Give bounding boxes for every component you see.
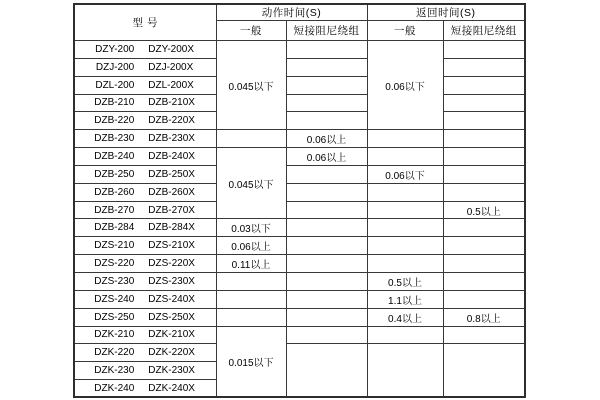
action-damper-cell [286, 344, 367, 398]
action-damper-cell [286, 94, 367, 112]
model-cell [74, 237, 216, 255]
model-x-variant-label: DZB-230X [148, 133, 195, 145]
return-damper-cell [443, 94, 525, 112]
model-x-variant-label: DZS-250X [148, 311, 195, 323]
action-general-cell [216, 308, 286, 326]
model-base-label: DZB-260 [94, 186, 135, 198]
model-base-label: DZB-240 [94, 150, 135, 162]
model-base-label: DZB-220 [94, 115, 135, 127]
action-general-cell: 0.06以上 [216, 237, 286, 255]
model-pair [75, 115, 216, 126]
model-base-label: DZK-210 [94, 329, 135, 341]
table-row [74, 219, 525, 237]
return-damper-cell [443, 112, 525, 130]
model-cell [74, 272, 216, 290]
model-cell [74, 148, 216, 166]
table-row [74, 201, 525, 219]
return-damper-cell [443, 183, 525, 201]
model-cell [74, 112, 216, 130]
return-general-cell [367, 237, 443, 255]
return-damper-cell [443, 130, 525, 148]
action-damper-cell [286, 76, 367, 94]
return-damper-cell [443, 76, 525, 94]
model-cell [74, 326, 216, 344]
action-damper-cell [286, 326, 367, 344]
model-pair [75, 133, 216, 144]
action-damper-cell [286, 237, 367, 255]
header-model: 型 号 [74, 4, 216, 41]
model-base-label: DZB-284 [94, 222, 135, 234]
action-damper-cell: 0.06以上 [286, 130, 367, 148]
return-general-cell [367, 255, 443, 273]
model-base-label: DZK-230 [94, 365, 135, 377]
model-pair [75, 365, 216, 376]
action-damper-cell [286, 41, 367, 59]
return-damper-cell: 0.5以上 [443, 201, 525, 219]
model-pair [75, 80, 216, 91]
model-pair [75, 294, 216, 305]
return-damper-cell: 0.8以上 [443, 308, 525, 326]
model-x-variant-label: DZB-270X [148, 204, 195, 216]
model-pair [75, 312, 216, 323]
model-cell [74, 290, 216, 308]
model-pair [75, 258, 216, 269]
return-general-cell [367, 219, 443, 237]
model-x-variant-label: DZK-210X [148, 329, 195, 341]
table-row [74, 308, 525, 326]
model-base-label: DZK-240 [94, 382, 135, 394]
return-general-cell [367, 183, 443, 201]
return-damper-cell [443, 41, 525, 59]
return-general-cell [367, 344, 443, 398]
model-pair [75, 383, 216, 394]
return-damper-cell [443, 344, 525, 398]
model-pair [75, 44, 216, 55]
model-x-variant-label: DZS-220X [148, 258, 195, 270]
model-x-variant-label: DZJ-200X [148, 61, 194, 73]
return-general-cell: 0.5以上 [367, 272, 443, 290]
action-damper-cell [286, 165, 367, 183]
table-row [74, 148, 525, 166]
model-cell [74, 130, 216, 148]
return-general-cell: 1.1以上 [367, 290, 443, 308]
table-row [74, 41, 525, 59]
model-x-variant-label: DZS-240X [148, 293, 195, 305]
table-row [74, 237, 525, 255]
action-damper-cell [286, 58, 367, 76]
table-row [74, 165, 525, 183]
model-x-variant-label: DZK-230X [148, 365, 195, 377]
action-damper-cell [286, 183, 367, 201]
model-x-variant-label: DZB-220X [148, 115, 195, 127]
model-pair [75, 222, 216, 233]
model-pair [75, 62, 216, 73]
model-x-variant-label: DZB-284X [148, 222, 195, 234]
model-x-variant-label: DZK-240X [148, 382, 195, 394]
action-general-cell [216, 290, 286, 308]
table-row [74, 255, 525, 273]
table-row [74, 344, 525, 362]
model-cell [74, 165, 216, 183]
model-pair [75, 151, 216, 162]
return-damper-cell [443, 290, 525, 308]
model-cell [74, 308, 216, 326]
header-return-time: 返回时间(S) [367, 4, 525, 21]
return-damper-cell [443, 272, 525, 290]
table-row [74, 112, 525, 130]
header-action-time: 动作时间(S) [216, 4, 367, 21]
action-damper-cell [286, 112, 367, 130]
action-damper-cell [286, 272, 367, 290]
model-pair [75, 240, 216, 251]
model-base-label: DZB-250 [94, 168, 135, 180]
table-body [74, 41, 525, 398]
model-base-label: DZB-230 [94, 133, 135, 145]
action-general-cell [216, 130, 286, 148]
action-damper-cell: 0.06以上 [286, 148, 367, 166]
return-general-cell: 0.4以上 [367, 308, 443, 326]
model-pair [75, 187, 216, 198]
return-general-cell [367, 130, 443, 148]
table-row [74, 326, 525, 344]
model-x-variant-label: DZB-210X [148, 97, 195, 109]
relay-spec-table [73, 3, 526, 398]
model-cell [74, 362, 216, 380]
model-cell [74, 255, 216, 273]
model-cell [74, 76, 216, 94]
return-damper-cell [443, 219, 525, 237]
model-base-label: DZB-270 [94, 204, 135, 216]
model-base-label: DZY-200 [95, 43, 135, 55]
model-base-label: DZJ-200 [95, 61, 135, 73]
table-row [74, 130, 525, 148]
model-cell [74, 344, 216, 362]
return-general-cell [367, 148, 443, 166]
model-x-variant-label: DZY-200X [148, 43, 195, 55]
model-cell [74, 380, 216, 398]
action-damper-cell [286, 219, 367, 237]
model-pair [75, 276, 216, 287]
action-general-cell: 0.03以下 [216, 219, 286, 237]
model-base-label: DZS-250 [94, 311, 135, 323]
action-general-cell [216, 272, 286, 290]
return-damper-cell [443, 237, 525, 255]
model-pair [75, 97, 216, 108]
table-row [74, 94, 525, 112]
return-damper-cell [443, 165, 525, 183]
model-cell [74, 201, 216, 219]
action-damper-cell [286, 290, 367, 308]
model-x-variant-label: DZB-250X [148, 168, 195, 180]
model-cell [74, 183, 216, 201]
model-pair [75, 205, 216, 216]
model-base-label: DZK-220 [94, 347, 135, 359]
action-damper-cell [286, 308, 367, 326]
model-pair [75, 347, 216, 358]
header-return-damper: 短接阻尼绕组 [443, 21, 525, 41]
model-x-variant-label: DZB-240X [148, 150, 195, 162]
model-cell [74, 41, 216, 59]
model-base-label: DZS-230 [94, 275, 135, 287]
model-pair [75, 169, 216, 180]
table-row [74, 290, 525, 308]
action-general-cell: 0.045以下 [216, 41, 286, 130]
return-general-cell: 0.06以下 [367, 165, 443, 183]
model-x-variant-label: DZB-260X [148, 186, 195, 198]
model-x-variant-label: DZL-200X [148, 79, 194, 91]
action-damper-cell [286, 255, 367, 273]
table-row [74, 76, 525, 94]
model-x-variant-label: DZK-220X [148, 347, 195, 359]
action-general-cell: 0.11以上 [216, 255, 286, 273]
header-return-general: 一般 [367, 21, 443, 41]
return-general-cell [367, 326, 443, 344]
model-x-variant-label: DZS-210X [148, 240, 195, 252]
model-cell [74, 94, 216, 112]
model-base-label: DZS-220 [94, 258, 135, 270]
action-general-cell: 0.015以下 [216, 326, 286, 397]
action-damper-cell [286, 201, 367, 219]
action-general-cell: 0.045以下 [216, 148, 286, 219]
return-damper-cell [443, 255, 525, 273]
return-damper-cell [443, 326, 525, 344]
table-header [74, 4, 525, 41]
model-cell [74, 219, 216, 237]
return-general-cell: 0.06以下 [367, 41, 443, 130]
return-damper-cell [443, 148, 525, 166]
return-general-cell [367, 201, 443, 219]
table-row [74, 183, 525, 201]
table-row [74, 272, 525, 290]
header-action-general: 一般 [216, 21, 286, 41]
model-x-variant-label: DZS-230X [148, 275, 195, 287]
return-damper-cell [443, 58, 525, 76]
model-base-label: DZS-210 [94, 240, 135, 252]
model-pair [75, 329, 216, 340]
model-base-label: DZS-240 [94, 293, 135, 305]
header-action-damper: 短接阻尼绕组 [286, 21, 367, 41]
model-base-label: DZB-210 [94, 97, 135, 109]
model-cell [74, 58, 216, 76]
table-row [74, 58, 525, 76]
model-base-label: DZL-200 [95, 79, 135, 91]
header-row-groups [74, 4, 525, 21]
